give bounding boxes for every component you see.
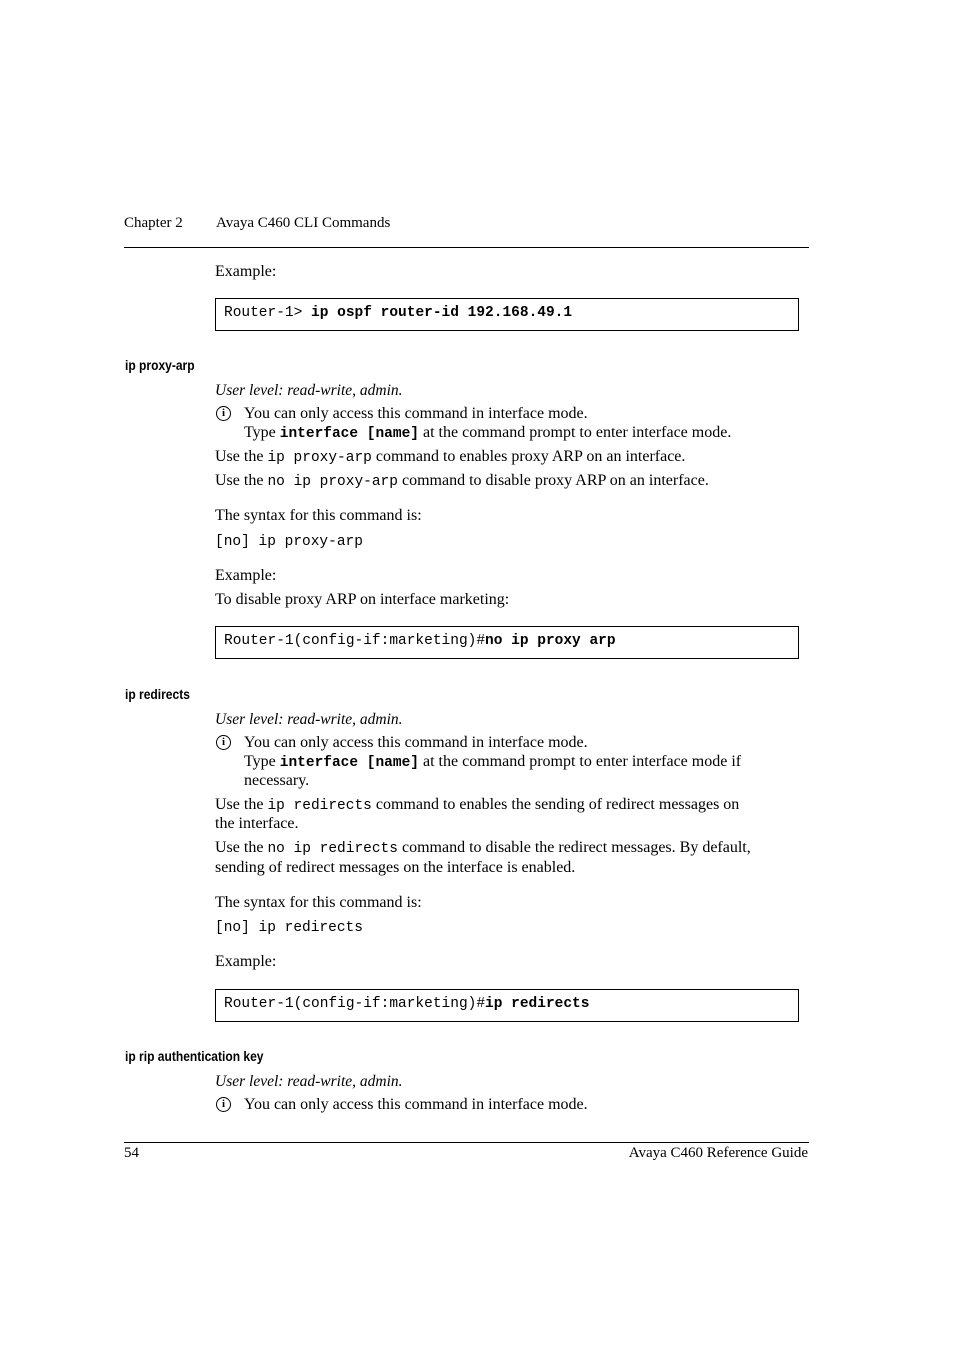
header-title: Avaya C460 CLI Commands xyxy=(216,215,391,231)
note-line: You can only access this command in interface mode. xyxy=(244,1096,588,1113)
syntax-code: [no] ip proxy-arp xyxy=(215,534,363,550)
header-chapter: Chapter 2 xyxy=(124,215,183,231)
example-label: Example: xyxy=(215,953,277,970)
user-level: User level: read-write, admin. xyxy=(215,711,403,728)
code-box xyxy=(215,626,799,659)
usage-line: Use the ip proxy-arp command to enables proxy ARP on an interface. xyxy=(215,448,686,466)
syntax-code: [no] ip redirects xyxy=(215,920,363,936)
footer-rule xyxy=(124,1142,809,1143)
intro-code xyxy=(224,305,572,321)
intro-example-label: Example: xyxy=(215,263,277,280)
header-rule xyxy=(124,247,809,248)
info-icon: i xyxy=(216,406,231,421)
section-heading-ip-redirects: ip redirects xyxy=(125,686,190,702)
usage-line: Use the no ip redirects command to disable the redirect messages. By default, xyxy=(215,839,751,857)
note-type-line-cont: necessary. xyxy=(244,772,310,789)
footer-title: Avaya C460 Reference Guide xyxy=(628,1145,808,1161)
note-type-line: Type interface [name] at the command prompt to enter interface mode if xyxy=(244,753,742,771)
info-icon: i xyxy=(216,735,231,750)
code-line: Router-1(config-if:marketing)#ip redirects xyxy=(224,996,590,1012)
note-line: You can only access this command in interface mode. xyxy=(244,734,588,751)
code-command: ip ospf router-id 192.168.49.1 xyxy=(311,305,573,321)
info-icon: i xyxy=(216,1097,231,1112)
code-prompt: Router-1> xyxy=(224,305,303,321)
user-level: User level: read-write, admin. xyxy=(215,1073,403,1090)
syntax-label: The syntax for this command is: xyxy=(215,507,422,524)
usage-line-cont: sending of redirect messages on the interface is enabled. xyxy=(215,859,576,876)
usage-line-cont: the interface. xyxy=(215,815,299,832)
footer-page-number: 54 xyxy=(124,1145,139,1161)
intro-code-box xyxy=(215,298,799,331)
user-level: User level: read-write, admin. xyxy=(215,382,403,399)
section-heading-ip-rip-authentication-key: ip rip authentication key xyxy=(125,1048,264,1064)
note-line: You can only access this command in interface mode. xyxy=(244,405,588,422)
usage-line: Use the no ip proxy-arp command to disable proxy ARP on an interface. xyxy=(215,472,709,490)
note-type-line: Type interface [name] at the command prompt to enter interface mode. xyxy=(244,424,732,442)
section-heading-ip-proxy-arp: ip proxy-arp xyxy=(125,357,195,373)
usage-line: Use the ip redirects command to enables the sending of redirect messages on xyxy=(215,796,740,814)
example-description: To disable proxy ARP on interface marketing: xyxy=(215,591,510,608)
code-box xyxy=(215,989,799,1022)
code-line: Router-1(config-if:marketing)#no ip proxy arp xyxy=(224,633,616,649)
syntax-label: The syntax for this command is: xyxy=(215,894,422,911)
example-label: Example: xyxy=(215,567,277,584)
